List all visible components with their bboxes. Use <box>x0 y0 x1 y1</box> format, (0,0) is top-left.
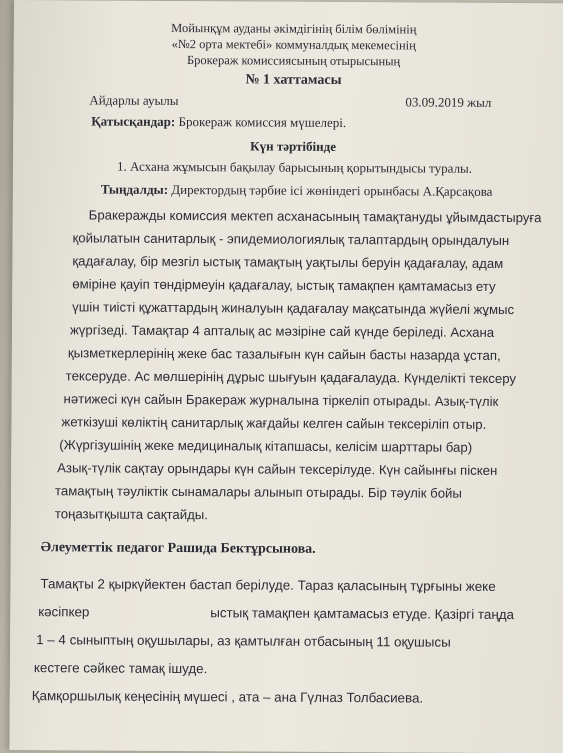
listened-label: Тыңдалды: <box>100 181 169 197</box>
header-line-2: «№2 орта мектебі» коммуналдық мекемесінің <box>171 36 416 53</box>
report2-line: кестеге сәйкес тамақ ішуде. <box>33 660 208 677</box>
listened-value: Директордың тәрбие ісі жөніндегі орынбасы А.Қарсақова <box>171 181 493 199</box>
report1-line: қадағалау, бір мезгіл ыстық тамақтың уақтылы беруін қадағалау, адам <box>72 253 504 271</box>
report1-line: тамақтың тәуліктік сынамалары алынып отырады. Бір тәулік бойы <box>54 483 462 501</box>
report2-line: ыстық тамақпен қамтамасыз етуде. Қазіргі таңда <box>210 605 515 623</box>
report1-line: үшін тиісті құжаттардың жиналуын қадағалау мақсатында жүйелі жұмыс <box>72 299 515 318</box>
report1-line: Азық-түлік сақтау орындары күн сайын тексерілуде. Күн сайынғы піскен <box>57 460 498 478</box>
participants-label: Қатысқандар: <box>91 113 176 129</box>
protocol-place: Айдарлы ауылы <box>89 92 179 109</box>
listened-row <box>101 182 493 200</box>
report1-line: қойылатын санитарлық - эпидемиологиялық талаптардың орындалуын <box>72 230 510 249</box>
report2-line: Тамақты 2 қыркүйектен бастап берілуде. Тараз қаласының тұрғыны жеке <box>40 576 496 594</box>
report1-line: өміріне қауіп төндірмеуін қадағалау, ыстық тамақпен қамтамасыз ету <box>72 276 496 294</box>
document-page <box>9 0 563 753</box>
header-line-3: Брокераж комиссиясының отырысының <box>186 53 401 69</box>
agenda-item-1: 1. Асхана жұмысын бақылау барысының қорытындысы туралы. <box>116 158 473 176</box>
speaker-2: Әлеуметтік педагог Рашида Бектұрсынова. <box>40 540 316 557</box>
report2-line: 1 – 4 сыныптың оқушылары, аз қамтылған отбасының 11 оқушысы <box>36 632 451 650</box>
report1-line: жеткізуші көліктің санитарлық жағдайы келген сайын тексеріліп отыр. <box>61 414 487 432</box>
report1-line: Бракеражды комиссия мектеп асханасының тамақтануды ұйымдастыруға <box>88 207 542 226</box>
report1-line: қызметкерлерінің жеке бас тазалығын күн сайын басты назарда ұстап, <box>67 345 501 363</box>
participants-value: Брокераж комиссия мүшелері. <box>178 114 347 131</box>
protocol-date: 03.09.2019 жыл <box>405 94 492 110</box>
report1-line: тоңазытқышта сақтайды. <box>54 506 209 523</box>
report1-line: (Жүргізушінің жеке медициналық кітапшасы, келісім шарттары бар) <box>59 437 473 455</box>
report1-line: тексеруде. Ас мөлшерінің дұрыс шығуын қадағалауда. Күнделікті тексеру <box>65 368 517 387</box>
participants-row <box>91 113 346 131</box>
protocol-title: № 1 хаттамасы <box>245 72 342 89</box>
agenda-title: Күн тәртібінде <box>250 138 337 154</box>
report1-line: нәтижесі күн сайын Бракераж журналына тіркеліп отырады. Азық-түлік <box>63 391 499 409</box>
report1-line: жүргізеді. Тамақтар 4 апталық ас мәзіріне сай күнде беріледі. Асхана <box>69 322 495 340</box>
speaker-3: Қамқоршылық кеңесінің мүшесі , ата – ана Гүлназ Толбасиева. <box>31 688 424 706</box>
header-line-1: Мойынқұм ауданы әкімдігінің білім бөлімінің <box>171 20 417 37</box>
report2-line: кәсіпкер <box>38 604 90 620</box>
